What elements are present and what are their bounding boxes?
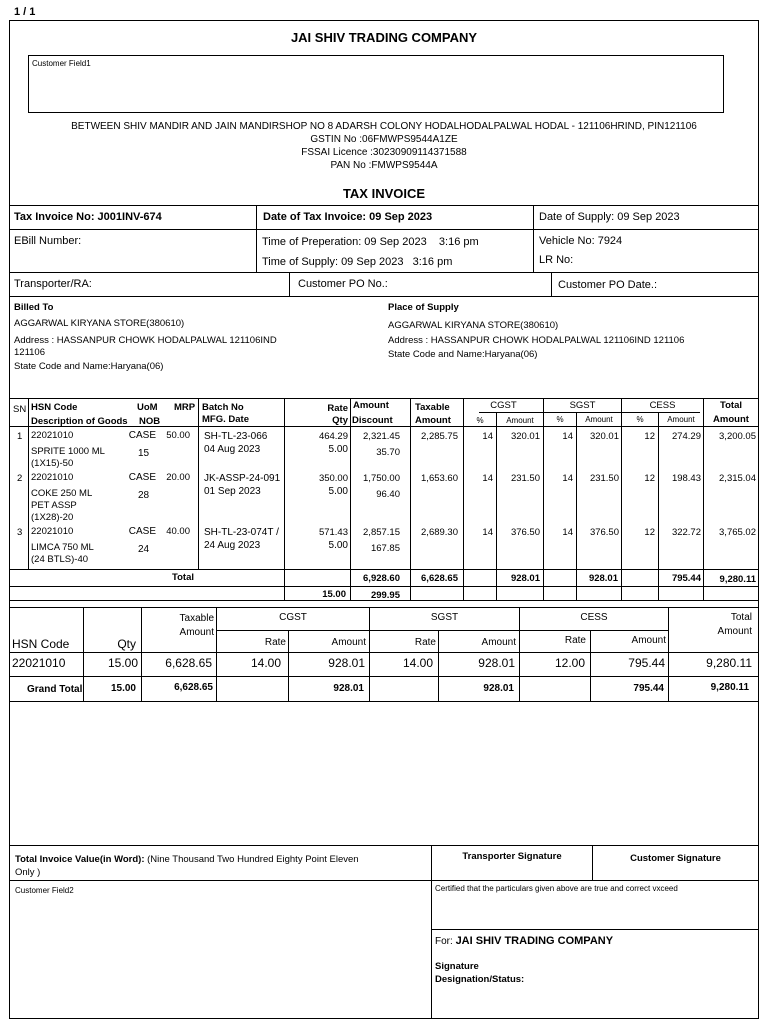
item-nob: 24 xyxy=(138,544,150,555)
item-total: 3,765.02 xyxy=(719,527,756,538)
col-sgst-pct: % xyxy=(556,415,564,424)
ebill-number: EBill Number: xyxy=(14,235,82,247)
billed-address-pin: 121106 xyxy=(14,347,45,358)
sum-col-taxable-amount: Amount xyxy=(179,627,214,638)
sum-cgst-amount: 928.01 xyxy=(328,656,365,670)
col-mfg: MFG. Date xyxy=(202,414,249,425)
item-sgst-pct: 14 xyxy=(562,431,573,442)
col-rate: Rate xyxy=(327,403,348,414)
sum-total: 9,280.11 xyxy=(706,656,752,670)
item-cgst-pct: 14 xyxy=(482,527,493,538)
item-desc1: SPRITE 1000 ML xyxy=(31,446,105,457)
supply-name: AGGARWAL KIRYANA STORE(380610) xyxy=(388,320,559,331)
col-cess-pct: % xyxy=(636,415,644,424)
sum-cgst-rate: 14.00 xyxy=(250,656,281,670)
item-uom: CASE xyxy=(128,430,156,441)
gstin: GSTIN No :06FMWPS9544A1ZE xyxy=(310,134,458,145)
item-cgst-amt: 376.50 xyxy=(510,527,540,538)
billed-state: State Code and Name:Haryana(06) xyxy=(14,361,164,372)
item-cgst-pct: 14 xyxy=(482,431,493,442)
item-nob: 28 xyxy=(138,490,150,501)
item-mrp: 40.00 xyxy=(166,526,190,537)
customer-signature: Customer Signature xyxy=(630,853,721,864)
item-qty: 5.00 xyxy=(328,444,348,455)
items-total-label: Total xyxy=(172,572,194,583)
grand-total-label: Grand Total xyxy=(27,684,83,695)
billed-address: Address : HASSANPUR CHOWK HODALPALWAL 121106IND xyxy=(14,335,277,346)
item-cgst-amt: 320.01 xyxy=(510,431,540,442)
sum-col-cess: CESS xyxy=(580,612,608,623)
items-total-taxable: 6,628.65 xyxy=(421,573,458,584)
item-discount: 96.40 xyxy=(376,489,400,500)
item-cess-amt: 322.72 xyxy=(671,527,701,538)
col-total-amount: Amount xyxy=(713,414,749,425)
sum-hsn: 22021010 xyxy=(12,656,66,670)
col-sgst: SGST xyxy=(569,400,596,411)
col-mrp: MRP xyxy=(174,402,196,413)
item-sn: 3 xyxy=(17,527,23,538)
sum-col-total-amount: Amount xyxy=(717,626,752,637)
doc-title: TAX INVOICE xyxy=(342,186,426,201)
item-taxable: 2,285.75 xyxy=(421,431,458,442)
sum-col-sgst-amount: Amount xyxy=(481,637,516,648)
sum-col-sgst: SGST xyxy=(430,612,459,623)
total-in-words-value-cont: Only ) xyxy=(15,867,41,878)
pan: PAN No :FMWPS9544A xyxy=(330,160,438,171)
sum-col-cgst: CGST xyxy=(279,612,307,623)
sum-col-sgst-rate: Rate xyxy=(414,637,436,648)
invoice-number: Tax Invoice No: J001INV-674 xyxy=(14,211,162,223)
item-cgst-pct: 14 xyxy=(482,473,493,484)
grand-total-cgst: 928.01 xyxy=(333,683,364,694)
place-of-supply-heading: Place of Supply xyxy=(388,302,459,313)
billed-to-heading: Billed To xyxy=(14,302,54,313)
page-number: 1 / 1 xyxy=(14,6,36,18)
customer-field1-label: Customer Field1 xyxy=(32,59,91,68)
sum-taxable: 6,628.65 xyxy=(165,656,212,670)
col-sgst-amount: Amount xyxy=(585,415,613,424)
sum-sgst-amount: 928.01 xyxy=(478,656,515,670)
item-total: 3,200.05 xyxy=(719,431,756,442)
col-amount: Amount xyxy=(353,400,389,411)
item-taxable: 2,689.30 xyxy=(421,527,458,538)
customer-field2-label: Customer Field2 xyxy=(15,886,74,895)
for-label: For: xyxy=(435,936,453,947)
item-desc1: COKE 250 ML xyxy=(31,488,93,499)
signature-label: Signature xyxy=(435,961,479,972)
item-hsn: 22021010 xyxy=(31,526,74,537)
item-cess-pct: 12 xyxy=(644,431,655,442)
item-mfg: 04 Aug 2023 xyxy=(204,444,261,455)
items-total-cgst: 928.01 xyxy=(510,573,540,584)
col-cgst-amount: Amount xyxy=(506,416,534,425)
company-name: JAI SHIV TRADING COMPANY xyxy=(290,30,478,45)
sum-col-qty: Qty xyxy=(117,637,136,651)
supply-date: Date of Supply: 09 Sep 2023 xyxy=(539,211,680,223)
item-amount: 2,321.45 xyxy=(363,431,400,442)
item-mrp: 50.00 xyxy=(166,430,190,441)
for-company-name: JAI SHIV TRADING COMPANY xyxy=(455,935,614,947)
col-hsn: HSN Code xyxy=(31,402,78,413)
item-discount: 35.70 xyxy=(376,447,400,458)
item-total: 2,315.04 xyxy=(719,473,756,484)
supply-address: Address : HASSANPUR CHOWK HODALPALWAL 121106IND 121106 xyxy=(388,335,685,346)
total-in-words-label: Total Invoice Value(in Word): xyxy=(15,854,145,865)
item-taxable: 1,653.60 xyxy=(421,473,458,484)
sum-col-cess-amount: Amount xyxy=(631,635,666,646)
items-total-cess: 795.44 xyxy=(671,573,701,584)
item-rate: 464.29 xyxy=(318,431,348,442)
item-hsn: 22021010 xyxy=(31,472,74,483)
col-description: Description of Goods xyxy=(31,416,128,427)
sum-col-hsn: HSN Code xyxy=(12,637,70,651)
col-taxable: Taxable xyxy=(415,402,450,413)
col-total: Total xyxy=(720,400,742,411)
item-rate: 571.43 xyxy=(318,527,348,538)
item-mrp: 20.00 xyxy=(166,472,190,483)
item-sgst-amt: 376.50 xyxy=(589,527,619,538)
item-discount: 167.85 xyxy=(370,543,400,554)
total-in-words xyxy=(15,853,425,879)
grand-total-total: 9,280.11 xyxy=(710,682,749,693)
item-batch: SH-TL-23-066 xyxy=(204,431,268,442)
grand-total-sgst: 928.01 xyxy=(483,683,514,694)
item-sgst-amt: 320.01 xyxy=(589,431,619,442)
item-sn: 1 xyxy=(17,431,23,442)
col-cess: CESS xyxy=(649,400,676,411)
item-rate: 350.00 xyxy=(318,473,348,484)
col-qty: Qty xyxy=(332,415,348,426)
item-sn: 2 xyxy=(17,473,23,484)
customer-field1-box xyxy=(28,55,724,113)
item-cgst-amt: 231.50 xyxy=(510,473,540,484)
col-cess-amount: Amount xyxy=(667,415,695,424)
item-desc2: (24 BTLS)-40 xyxy=(31,554,89,565)
supply-time: Time of Supply: 09 Sep 2023 3:16 pm xyxy=(262,256,453,268)
item-hsn: 22021010 xyxy=(31,430,74,441)
item-nob: 15 xyxy=(138,448,150,459)
billed-name: AGGARWAL KIRYANA STORE(380610) xyxy=(14,318,185,329)
item-cess-amt: 198.43 xyxy=(671,473,701,484)
certification-text: Certified that the particulars given above are true and correct vxceed xyxy=(435,884,678,893)
grand-total-qty: 15.00 xyxy=(110,683,136,694)
lr-number: LR No: xyxy=(539,254,574,266)
col-cgst: CGST xyxy=(490,400,517,411)
item-mfg: 01 Sep 2023 xyxy=(204,486,261,497)
item-batch: SH-TL-23-074T / xyxy=(204,527,279,538)
sum-sgst-rate: 14.00 xyxy=(402,656,433,670)
transporter-signature: Transporter Signature xyxy=(462,851,562,862)
item-qty: 5.00 xyxy=(328,486,348,497)
col-uom: UoM xyxy=(137,402,158,413)
supply-state: State Code and Name:Haryana(06) xyxy=(388,349,538,360)
grand-total-cess: 795.44 xyxy=(633,683,664,694)
col-sn: SN xyxy=(13,404,27,415)
item-desc2: (1X15)-50 xyxy=(31,458,74,469)
item-desc2: PET ASSP xyxy=(31,500,77,511)
sum-cess-rate: 12.00 xyxy=(554,656,585,670)
for-company xyxy=(435,935,613,947)
total-in-words-value: (Nine Thousand Two Hundred Eighty Point Eleven xyxy=(144,854,359,865)
item-cess-amt: 274.29 xyxy=(671,431,701,442)
item-uom: CASE xyxy=(128,472,156,483)
sum-col-cgst-rate: Rate xyxy=(264,637,286,648)
item-cess-pct: 12 xyxy=(644,527,655,538)
item-sgst-amt: 231.50 xyxy=(589,473,619,484)
item-qty: 5.00 xyxy=(328,540,348,551)
items-total-qty: 15.00 xyxy=(322,589,346,600)
items-total-amount: 6,928.60 xyxy=(363,573,400,584)
col-batch: Batch No xyxy=(202,402,244,413)
items-total-sgst: 928.01 xyxy=(588,573,618,584)
item-batch: JK-ASSP-24-091 xyxy=(204,473,281,484)
designation-label: Designation/Status: xyxy=(435,974,525,985)
customer-po-no: Customer PO No.: xyxy=(298,278,388,290)
invoice-date: Date of Tax Invoice: 09 Sep 2023 xyxy=(263,211,433,223)
item-cess-pct: 12 xyxy=(644,473,655,484)
col-taxable-amount: Amount xyxy=(415,415,451,426)
col-cgst-pct: % xyxy=(476,416,484,425)
item-mfg: 24 Aug 2023 xyxy=(204,540,261,551)
col-nob: NOB xyxy=(139,416,161,427)
item-desc1: LIMCA 750 ML xyxy=(31,542,94,553)
sum-col-cess-rate: Rate xyxy=(564,635,586,646)
sum-cess-amount: 795.44 xyxy=(628,656,665,670)
item-amount: 1,750.00 xyxy=(363,473,400,484)
sum-col-total: Total xyxy=(730,612,752,623)
item-desc3: (1X28)-20 xyxy=(31,512,74,523)
vehicle-number: Vehicle No: 7924 xyxy=(539,235,623,247)
item-amount: 2,857.15 xyxy=(363,527,400,538)
company-address: BETWEEN SHIV MANDIR AND JAIN MANDIRSHOP NO 8 ADARSH COLONY HODALHODALPALWAL HODAL - 121106HRIND, PIN121106 xyxy=(71,121,697,132)
grand-total-taxable: 6,628.65 xyxy=(174,682,213,693)
preparation-time: Time of Preperation: 09 Sep 2023 3:16 pm xyxy=(262,236,479,248)
items-total-discount: 299.95 xyxy=(370,590,400,601)
items-total-total: 9,280.11 xyxy=(719,574,756,585)
fssai: FSSAI Licence :30230909114371588 xyxy=(301,147,467,158)
sum-col-cgst-amount: Amount xyxy=(331,637,366,648)
col-discount: Discount xyxy=(352,415,393,426)
item-sgst-pct: 14 xyxy=(562,527,573,538)
sum-col-taxable: Taxable xyxy=(179,613,214,624)
customer-po-date: Customer PO Date.: xyxy=(558,279,658,291)
item-sgst-pct: 14 xyxy=(562,473,573,484)
sum-qty: 15.00 xyxy=(107,656,138,670)
transporter: Transporter/RA: xyxy=(14,278,92,290)
item-uom: CASE xyxy=(128,526,156,537)
